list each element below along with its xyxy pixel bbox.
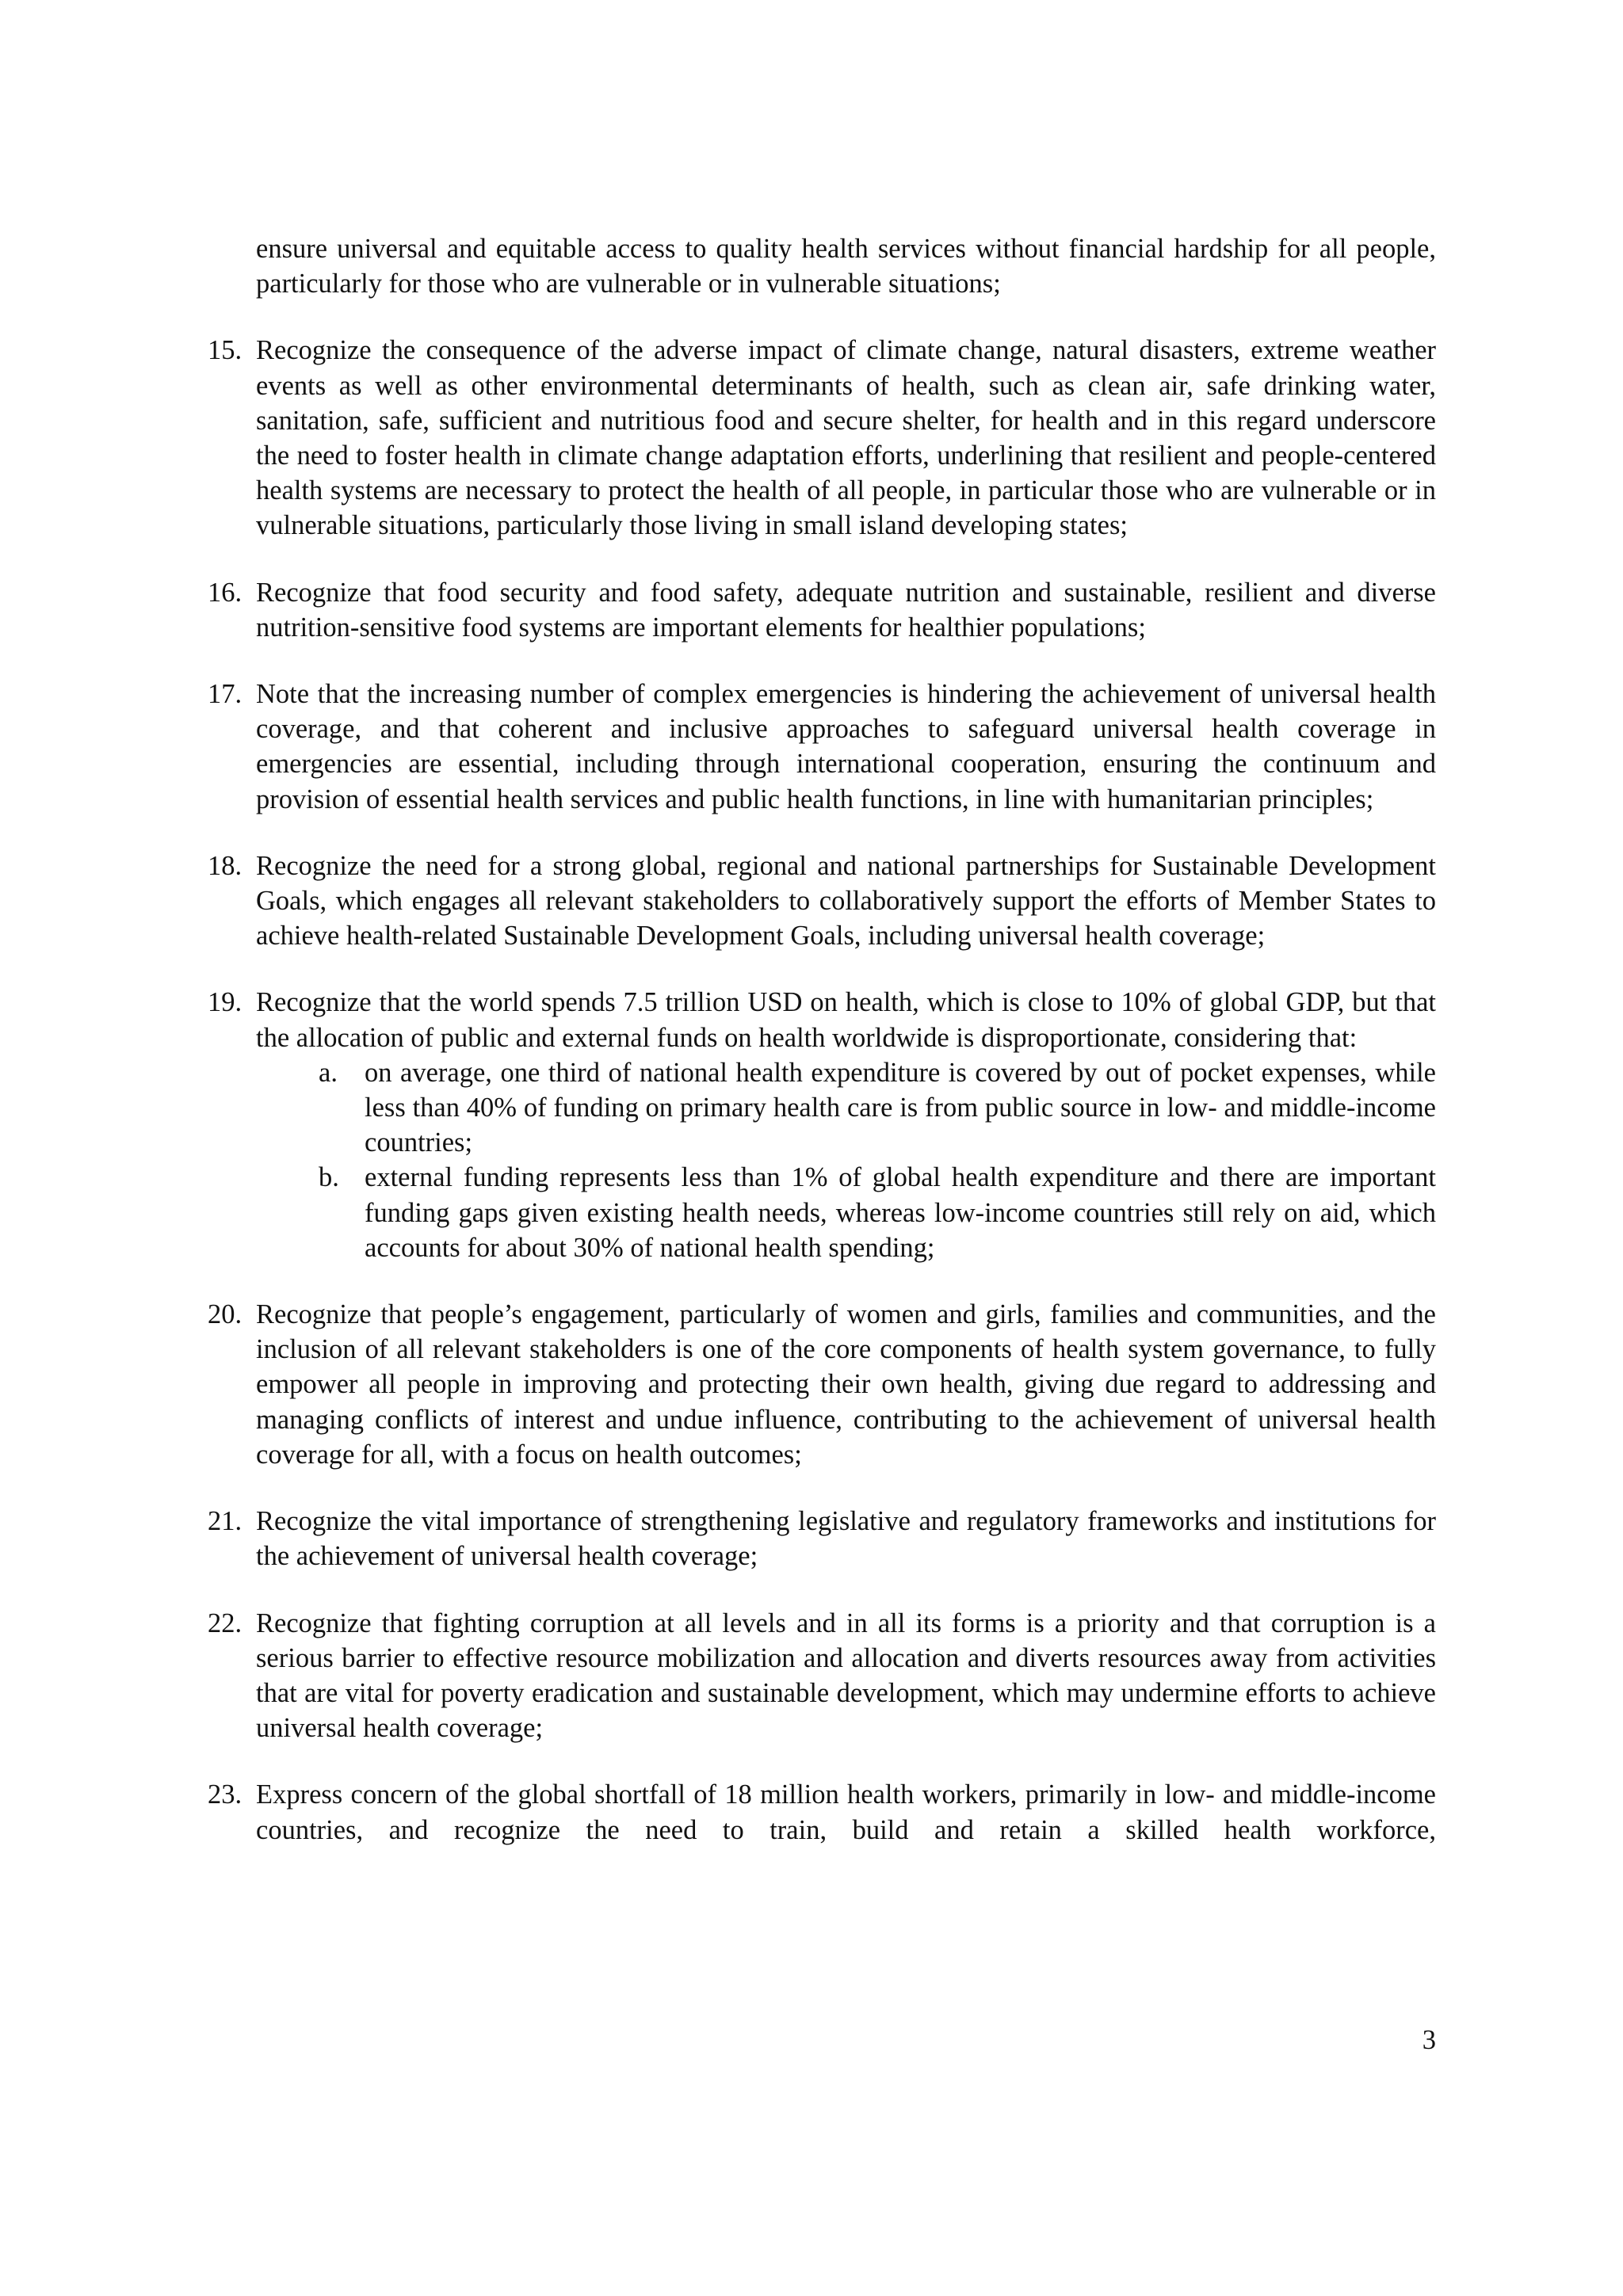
item-text: Recognize that fighting corruption at all levels and in all its forms is a priority and that corruption is a serious barrier to effective resource mobilization and allocation and diverts resources away from activities that are vital for poverty eradication and sustainable development, which may undermine efforts to achieve universal health coverage;	[256, 1608, 1436, 1744]
item-text: Recognize that food security and food safety, adequate nutrition and sustainable, resilient and diverse nutrition-sensitive food systems are important elements for healthier populations;	[256, 577, 1436, 643]
sub-list-item	[254, 1055, 1436, 1161]
sub-item-text: on average, one third of national health expenditure is covered by out of pocket expenses, while less than 40% of funding on primary health care is from public source in low- and middle-income countries;	[365, 1057, 1436, 1158]
page-number: 3	[1422, 2025, 1436, 2055]
list-item	[208, 985, 1436, 1265]
item-number: 22.	[208, 1608, 242, 1638]
list-item	[208, 1297, 1436, 1472]
item-number: 17.	[208, 679, 242, 710]
sub-item-letter: a.	[319, 1057, 338, 1088]
sub-item-text: external funding represents less than 1% of global health expenditure and there are important funding gaps given existing health needs, whereas low-income countries still rely on aid, which accounts for about 30% of national health spending;	[365, 1162, 1436, 1263]
list-item	[208, 1777, 1436, 1847]
list-item	[208, 1504, 1436, 1573]
item-text: Express concern of the global shortfall of 18 million health workers, primarily in low- and middle-income countries, and recognize the need to train, build and retain a skilled health workforce,	[256, 1779, 1436, 1845]
sub-list-item	[254, 1160, 1436, 1265]
continuation-paragraph: ensure universal and equitable access to quality health services without financial hardship for all people, particularly for those who are vulnerable or in vulnerable situations;	[256, 234, 1436, 299]
item-text: Recognize the vital importance of strengthening legislative and regulatory frameworks and institutions for the achievement of universal health coverage;	[256, 1506, 1436, 1572]
sub-list	[256, 1055, 1436, 1265]
list-item	[208, 1606, 1436, 1746]
item-text: Recognize the need for a strong global, regional and national partnerships for Sustainable Development Goals, which engages all relevant stakeholders to collaboratively support the efforts of Member States to achieve health-related Sustainable Development Goals, including universal health coverage;	[256, 850, 1436, 952]
list-item	[208, 333, 1436, 543]
list-item	[208, 575, 1436, 645]
item-number: 20.	[208, 1299, 242, 1330]
item-number: 16.	[208, 577, 242, 608]
sub-item-letter: b.	[319, 1162, 339, 1193]
list-item	[208, 677, 1436, 817]
item-text: Recognize that the world spends 7.5 trillion USD on health, which is close to 10% of global GDP, but that the allocation of public and external funds on health worldwide is disproportionate, considering that:	[256, 987, 1436, 1053]
item-text: Recognize that people’s engagement, particularly of women and girls, families and communities, and the inclusion of all relevant stakeholders is one of the core components of health system governance, to fully empower all people in improving and protecting their own health, giving due regard to addressing and managing conflicts of interest and undue influence, contributing to the achievement of universal health coverage for all, with a focus on health outcomes;	[256, 1299, 1436, 1470]
item-number: 21.	[208, 1506, 242, 1537]
list-item	[208, 849, 1436, 954]
item-text: Note that the increasing number of complex emergencies is hindering the achievement of universal health coverage, and that coherent and inclusive approaches to safeguard universal health coverage in emergencies are essential, including through international cooperation, ensuring the continuum and provision of essential health services and public health functions, in line with humanitarian principles;	[256, 679, 1436, 814]
item-number: 15.	[208, 335, 242, 366]
item-number: 18.	[208, 850, 242, 881]
item-text: Recognize the consequence of the adverse impact of climate change, natural disasters, extreme weather events as well as other environmental determinants of health, such as clean air, safe drinking water, sanitation, safe, sufficient and nutritious food and secure shelter, for health and in this regard underscore the need to foster health in climate change adaptation efforts, underlining that resilient and people-centered health systems are necessary to protect the health of all people, in particular those who are vulnerable or in vulnerable situations, particularly those living in small island developing states;	[256, 335, 1436, 541]
item-number: 23.	[208, 1779, 242, 1810]
item-number: 19.	[208, 987, 242, 1018]
